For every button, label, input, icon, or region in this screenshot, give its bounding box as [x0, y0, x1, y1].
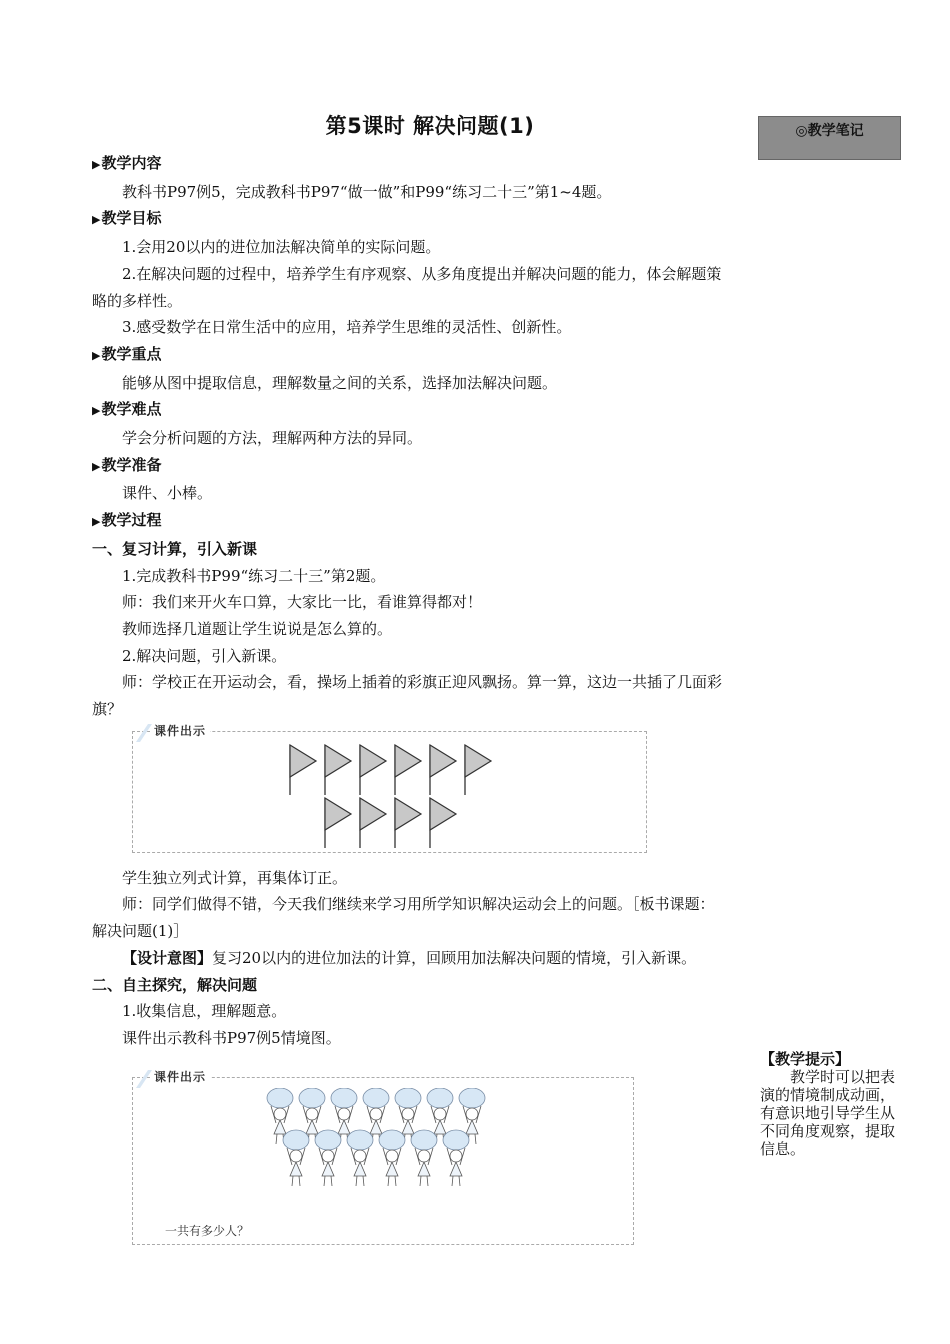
triangle-icon: ▶	[92, 213, 101, 227]
flag-icon	[290, 745, 316, 795]
triangle-icon: ▶	[92, 515, 101, 529]
scene-caption: 一共有多少人？	[165, 1224, 250, 1238]
tag-corner-icon	[134, 1068, 154, 1090]
triangle-icon: ▶	[92, 459, 101, 473]
heading-content: ▶教学内容	[92, 154, 162, 172]
flag-icon	[395, 745, 421, 795]
goal-3: 3.感受数学在日常生活中的应用，培养学生思维的灵活性、创新性。	[122, 318, 572, 337]
design-intent	[92, 945, 726, 972]
key-text: 能够从图中提取信息，理解数量之间的关系，选择加法解决问题。	[122, 373, 558, 392]
part1-heading: 一、复习计算，引入新课	[92, 539, 258, 558]
notes-tab: ◎教学笔记	[758, 116, 901, 160]
flags-illustration	[280, 740, 510, 850]
page-title: 第5课时 解决问题(1)	[325, 114, 535, 138]
heading-key: ▶教学重点	[92, 344, 162, 363]
heading-prep: ▶教学准备	[92, 455, 162, 474]
tag-corner-icon	[134, 722, 154, 744]
para-6: 学生独立列式计算，再集体订正。	[122, 868, 348, 887]
heading-difficulty: ▶教学难点	[92, 400, 162, 419]
tip-text: 教学时可以把表演的情境制成动画，有意识地引导学生从不同角度观察，提取信息。	[760, 1068, 896, 1158]
para-2: 师：我们来开火车口算，大家比一比，看谁算得都对！	[122, 593, 483, 612]
triangle-icon: ▶	[92, 348, 101, 362]
para-3: 教师选择几道题让学生说说是怎么算的。	[122, 619, 393, 638]
prep-text: 课件、小棒。	[122, 484, 213, 503]
performer-figure	[411, 1130, 437, 1186]
para-1: 1.完成教科书P99“练习二十三”第2题。	[122, 566, 386, 585]
para-5: 师：学校正在开运动会，看，操场上插着的彩旗正迎风飘扬。算一算，这边一共插了几面彩旗？	[92, 673, 723, 719]
part2-heading: 二、自主探究，解决问题	[92, 975, 258, 994]
flag-icon	[430, 798, 456, 848]
triangle-icon: ▶	[92, 158, 101, 171]
flag-icon	[395, 798, 421, 848]
para-9: 课件出示教科书P97例5情境图。	[122, 1028, 341, 1047]
flag-icon	[325, 798, 351, 848]
para-7: 师：同学们做得不错，今天我们继续来学习用所学知识解决运动会上的问题。［板书课题：解决问题(1)］	[92, 895, 715, 941]
performer-figure	[347, 1130, 373, 1186]
courseware-tag: 课件出示	[150, 722, 210, 739]
triangle-icon: ▶	[92, 404, 101, 418]
content-text: 教科书P97例5，完成教科书P97“做一做”和P99“练习二十三”第1~4题。	[122, 182, 612, 201]
performer-figure	[379, 1130, 405, 1186]
goal-2: 2.在解决问题的过程中，培养学生有序观察、从多角度提出并解决问题的能力，体会解题策略的多样性。	[92, 264, 722, 310]
performer-figure	[283, 1130, 309, 1186]
performers-illustration	[260, 1088, 520, 1198]
flag-icon	[325, 745, 351, 795]
design-label: 【设计意图】	[122, 948, 213, 967]
performer-figure	[443, 1130, 469, 1186]
main-content	[92, 150, 726, 1052]
heading-goals: ▶教学目标	[92, 209, 162, 228]
flag-icon	[360, 745, 386, 795]
para-4: 2.解决问题，引入新课。	[122, 646, 287, 665]
flag-icon	[430, 745, 456, 795]
tip-heading: 【教学提示】	[760, 1050, 851, 1068]
heading-process: ▶教学过程	[92, 511, 162, 530]
para-8: 1.收集信息，理解题意。	[122, 1002, 287, 1021]
design-text: 复习20以内的进位加法的计算，回顾用加法解决问题的情境，引入新课。	[212, 948, 697, 967]
flag-icon	[465, 745, 491, 795]
performer-figure	[315, 1130, 341, 1186]
teaching-tip	[760, 1050, 896, 1158]
flag-icon	[360, 798, 386, 848]
courseware-tag-2: 课件出示	[150, 1068, 210, 1085]
difficulty-text: 学会分析问题的方法，理解两种方法的异同。	[122, 429, 423, 448]
goal-1: 1.会用20以内的进位加法解决简单的实际问题。	[122, 238, 441, 257]
